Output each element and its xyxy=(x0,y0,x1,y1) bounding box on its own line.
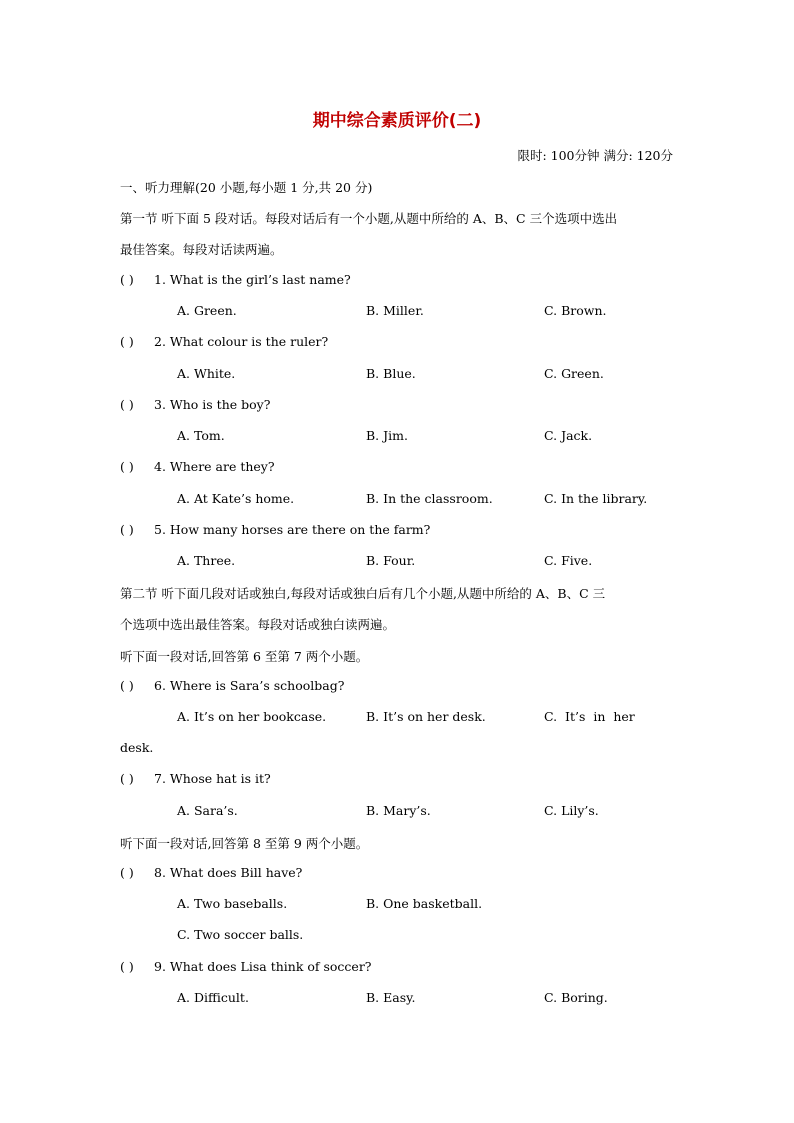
question-9 xyxy=(120,959,680,974)
question-1 xyxy=(120,272,680,287)
option-b: B. In the classroom. xyxy=(366,491,493,506)
option-a: A. It’s on her bookcase. xyxy=(177,709,327,724)
question-4 xyxy=(120,459,680,474)
answer-blank[interactable]: ( ) xyxy=(120,272,134,287)
answer-blank[interactable]: ( ) xyxy=(120,334,134,349)
option-c: C. Green. xyxy=(544,366,604,381)
option-a: A. Tom. xyxy=(177,428,225,443)
option-b: B. It’s on her desk. xyxy=(366,709,486,724)
answer-blank[interactable]: ( ) xyxy=(120,678,134,693)
option-a: A. Two baseballs. xyxy=(177,896,288,911)
question-3 xyxy=(120,397,680,412)
question-text: 7. Whose hat is it? xyxy=(154,771,271,786)
answer-blank[interactable]: ( ) xyxy=(120,397,134,412)
question-text: 4. Where are they? xyxy=(154,459,275,474)
question-text: 9. What does Lisa think of soccer? xyxy=(154,959,372,974)
question-2 xyxy=(120,334,680,349)
option-a: A. At Kate’s home. xyxy=(177,491,295,506)
question-text: 2. What colour is the ruler? xyxy=(154,334,329,349)
option-a: A. White. xyxy=(177,366,236,381)
part-heading: 一、听力理解(20 小题,每小题 1 分,共 20 分) xyxy=(120,180,373,195)
time-score-info: 限时: 100分钟 满分: 120分 xyxy=(517,148,673,163)
option-c: C. It’s in her xyxy=(544,709,635,724)
group-instructions-6-7: 听下面一段对话,回答第 6 至第 7 两个小题。 xyxy=(120,649,369,664)
option-a: A. Three. xyxy=(177,553,236,568)
option-c: C. In the library. xyxy=(544,491,648,506)
answer-blank[interactable]: ( ) xyxy=(120,459,134,474)
question-text: 5. How many horses are there on the farm? xyxy=(154,522,431,537)
question-5 xyxy=(120,522,680,537)
option-a: A. Green. xyxy=(177,303,237,318)
answer-blank[interactable]: ( ) xyxy=(120,959,134,974)
answer-blank[interactable]: ( ) xyxy=(120,865,134,880)
section1-instructions-line1: 第一节 听下面 5 段对话。每段对话后有一个小题,从题中所给的 A、B、C 三个选项中选出 xyxy=(120,211,618,226)
option-a: A. Difficult. xyxy=(177,990,249,1005)
group-instructions-8-9: 听下面一段对话,回答第 8 至第 9 两个小题。 xyxy=(120,836,369,851)
question-text: 8. What does Bill have? xyxy=(154,865,303,880)
section2-instructions-line2: 个选项中选出最佳答案。每段对话或独白读两遍。 xyxy=(120,617,396,632)
option-b: B. Easy. xyxy=(366,990,416,1005)
answer-blank[interactable]: ( ) xyxy=(120,771,134,786)
question-8 xyxy=(120,865,680,880)
option-c: C. Two soccer balls. xyxy=(177,927,304,942)
section2-instructions-line1: 第二节 听下面几段对话或独白,每段对话或独白后有几个小题,从题中所给的 A、B、C 三 xyxy=(120,586,606,601)
option-b: B. Mary’s. xyxy=(366,803,431,818)
page-title: 期中综合素质评价(二) xyxy=(312,111,482,131)
option-c: C. Brown. xyxy=(544,303,607,318)
option-a: A. Sara’s. xyxy=(177,803,238,818)
question-text: 6. Where is Sara’s schoolbag? xyxy=(154,678,345,693)
option-c: C. Jack. xyxy=(544,428,593,443)
option-c-continued: desk. xyxy=(120,740,154,755)
section1-instructions-line2: 最佳答案。每段对话读两遍。 xyxy=(120,242,283,257)
question-text: 3. Who is the boy? xyxy=(154,397,271,412)
question-7 xyxy=(120,771,680,786)
option-b: B. Four. xyxy=(366,553,416,568)
option-c: C. Five. xyxy=(544,553,593,568)
answer-blank[interactable]: ( ) xyxy=(120,522,134,537)
option-c: C. Boring. xyxy=(544,990,608,1005)
question-6 xyxy=(120,678,680,693)
question-text: 1. What is the girl’s last name? xyxy=(154,272,351,287)
option-c: C. Lily’s. xyxy=(544,803,599,818)
option-b: B. Miller. xyxy=(366,303,424,318)
option-b: B. Jim. xyxy=(366,428,408,443)
option-b: B. One basketball. xyxy=(366,896,483,911)
option-b: B. Blue. xyxy=(366,366,416,381)
